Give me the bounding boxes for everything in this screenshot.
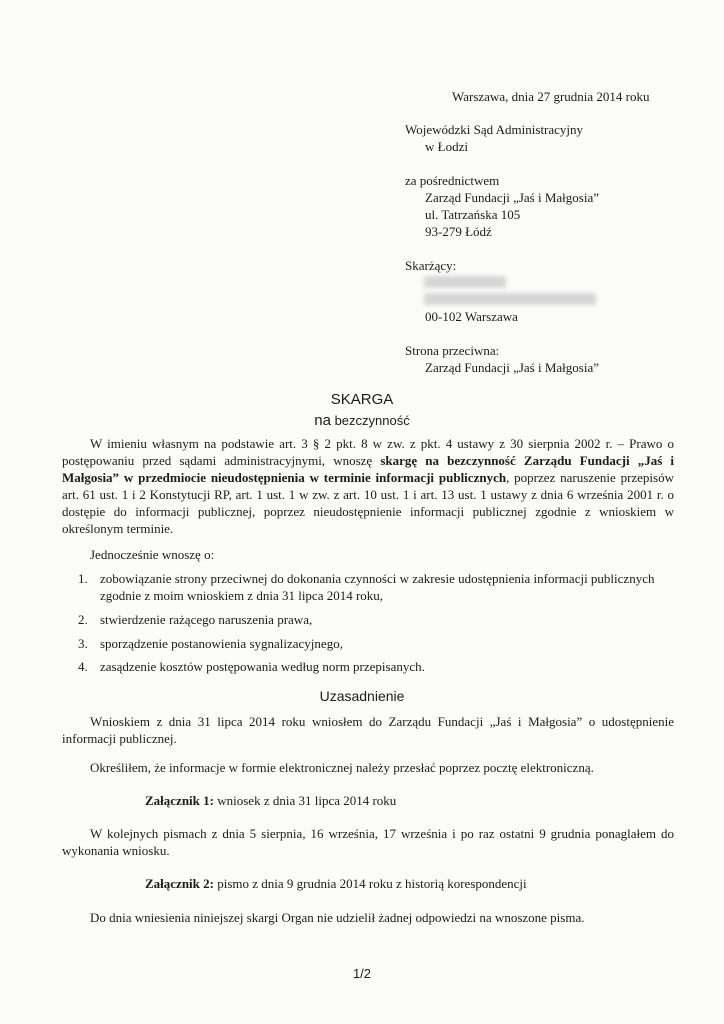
request-text: stwierdzenie rażącego naruszenia prawa,: [100, 612, 313, 627]
opponent-label: Strona przeciwna:: [405, 343, 500, 358]
opponent-name: Zarząd Fundacji „Jaś i Małgosia”: [425, 360, 599, 375]
redacted-name: [424, 276, 506, 288]
document-title: SKARGA: [330, 391, 394, 408]
request-number: 4.: [78, 659, 88, 674]
justification-p1: Wnioskiem z dnia 31 lipca 2014 roku wniosłem do Zarządu Fundacji „Jaś i Małgosia” o udostępnienie informacji publicznej.: [62, 714, 674, 746]
request-text: sporządzenie postanowienia sygnalizacyjnego,: [100, 636, 343, 651]
justification-p2: Określiłem, że informacje w formie elektronicznej należy przesłać poprzez pocztę elektroniczną.: [90, 760, 594, 775]
intro-bold: skargę na bezczynność Zarządu Fundacji „Jaś i Małgosia” w przedmiocie nieudostępnienia w terminie informacji publicznych: [62, 453, 675, 485]
request-number: 3.: [78, 636, 88, 651]
request-item: [78, 635, 674, 652]
document-subtitle: [0, 412, 724, 429]
attachment-2: [145, 876, 527, 892]
requests-lead: Jednocześnie wnoszę o:: [90, 547, 215, 562]
intro-part2: , poprzez naruszenie przepisów art. 61 ust. 1 i 2 Konstytucji RP, art. 1 ust. 1 w zw. z art. 10 ust. 1 i art. 13 ust. 1 ustawy z dnia 6 września 2001 r. o dostępie do informacji publicznej, poprzez nieudostępnienie informacji publicznej zgodnie z wnioskiem w określonym terminie.: [62, 470, 674, 536]
subtitle-prefix: na: [314, 412, 331, 429]
plaintiff-city: 00-102 Warszawa: [425, 309, 518, 324]
request-text: zobowiązanie strony przeciwnej do dokonania czynności w zakresie udostępnienia informacji publicznych zgodnie z moim wnioskiem z dnia 31 lipca 2014 roku,: [100, 571, 655, 603]
subtitle-rest: bezczynność: [334, 413, 410, 428]
attachment-1-text: wniosek z dnia 31 lipca 2014 roku: [213, 793, 397, 808]
redacted-address: [424, 293, 596, 305]
court-city: w Łodzi: [425, 139, 468, 154]
justification-p3: W kolejnych pismach z dnia 5 sierpnia, 16 września, 17 września i po raz ostatni 9 grudnia ponaglałem do wykonania wniosku.: [62, 826, 674, 858]
intro-paragraph: [62, 435, 674, 537]
request-item: [78, 658, 674, 675]
attachment-1: [145, 793, 396, 809]
attachment-2-label: Załącznik 2:: [145, 876, 214, 891]
intro-part1: W imieniu własnym na podstawie art. 3 § 2 pkt. 8 w zw. z pkt. 4 ustawy z 30 sierpnia 2002 r. – Prawo o postępowaniu przed sądami administracyjnymi, wnoszę: [62, 436, 674, 468]
request-item: [78, 611, 674, 628]
request-text: zasądzenie kosztów postępowania według norm przepisanych.: [100, 659, 425, 674]
justification-heading: Uzasadnienie: [319, 688, 405, 704]
court-name: Wojewódzki Sąd Administracyjny: [405, 122, 584, 137]
request-number: 2.: [78, 612, 88, 627]
attachment-2-text: pismo z dnia 9 grudnia 2014 roku z historią korespondencji: [213, 876, 527, 891]
justification-p4: Do dnia wniesienia niniejszej skargi Organ nie udzielił żadnej odpowiedzi na wnoszone pisma.: [90, 910, 585, 925]
plaintiff-label: Skarżący:: [405, 258, 457, 273]
place-date: Warszawa, dnia 27 grudnia 2014 roku: [452, 89, 650, 104]
request-number: 1.: [78, 571, 88, 586]
page-number: 1/2: [352, 966, 372, 981]
via-postal: 93-279 Łódź: [425, 224, 492, 239]
via-street: ul. Tatrzańska 105: [425, 207, 521, 222]
via-name: Zarząd Fundacji „Jaś i Małgosia”: [425, 190, 599, 205]
via-label: za pośrednictwem: [405, 173, 500, 188]
attachment-1-label: Załącznik 1:: [145, 793, 214, 808]
request-item: [78, 570, 674, 604]
